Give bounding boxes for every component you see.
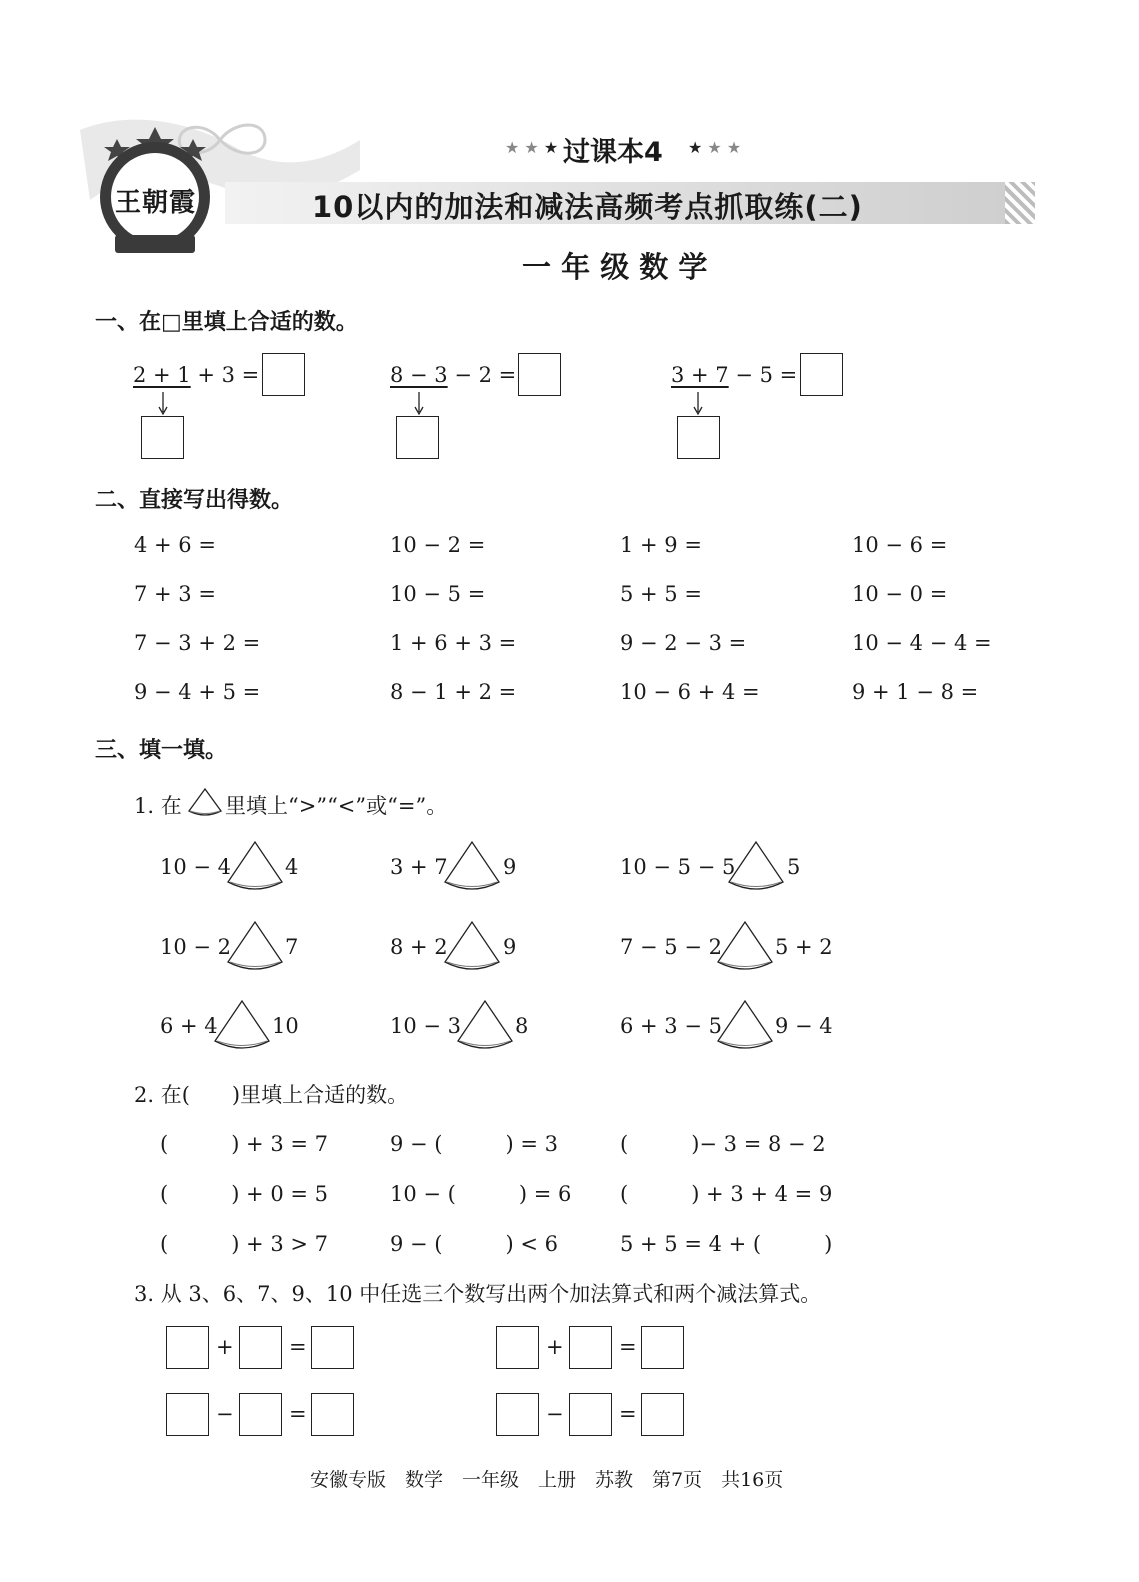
- number-box[interactable]: [496, 1326, 539, 1369]
- compare-left: 10 − 5 − 5: [620, 855, 736, 879]
- oral-calc: 10 − 4 − 4 =: [852, 631, 992, 655]
- compare-shape-input[interactable]: [716, 920, 774, 975]
- compare-shape-input[interactable]: [456, 999, 514, 1054]
- plus-sign: +: [216, 1335, 234, 1359]
- compare-right: 5 + 2: [775, 935, 833, 959]
- oral-calc: 5 + 5 =: [620, 582, 702, 606]
- q1-prefix: 1. 在: [134, 794, 182, 818]
- oral-calc: 10 − 2 =: [390, 533, 486, 557]
- chain-rest: + 3 =: [190, 363, 260, 387]
- series-title: 过课本4: [563, 137, 663, 168]
- q3-title: 3. 从 3、6、7、9、10 中任选三个数写出两个加法算式和两个减法算式。: [134, 1282, 822, 1306]
- section-1-title: 一、在□里填上合适的数。: [95, 310, 358, 335]
- oral-calc: 1 + 6 + 3 =: [390, 631, 517, 655]
- compare-right: 4: [285, 855, 299, 879]
- logo-text: 王朝霞: [115, 188, 197, 218]
- equals-sign: =: [289, 1335, 307, 1359]
- answer-box[interactable]: [518, 353, 561, 396]
- compare-right: 9: [503, 935, 517, 959]
- compare-right: 10: [272, 1014, 299, 1038]
- intermediate-box[interactable]: [396, 416, 439, 459]
- compare-shape-input[interactable]: [716, 999, 774, 1054]
- equals-sign: =: [619, 1402, 637, 1426]
- compare-right: 5: [787, 855, 801, 879]
- oral-calc: 9 − 2 − 3 =: [620, 631, 747, 655]
- number-box[interactable]: [641, 1393, 684, 1436]
- compare-shape-icon: [187, 787, 223, 819]
- fill-blank[interactable]: 5 + 5 = 4 + ( ): [620, 1232, 833, 1256]
- q2-title: 2. 在( )里填上合适的数。: [134, 1083, 409, 1107]
- intermediate-box[interactable]: [141, 416, 184, 459]
- compare-right: 7: [285, 935, 299, 959]
- equals-sign: =: [619, 1335, 637, 1359]
- compare-shape-input[interactable]: [226, 920, 284, 975]
- number-box[interactable]: [496, 1393, 539, 1436]
- compare-shape-input[interactable]: [727, 840, 785, 895]
- oral-calc: 4 + 6 =: [134, 533, 216, 557]
- chain-first-part: 3 + 7: [671, 363, 729, 387]
- fill-blank[interactable]: ( ) + 0 = 5: [160, 1182, 328, 1206]
- compare-shape-input[interactable]: [443, 920, 501, 975]
- fill-blank[interactable]: ( )− 3 = 8 − 2: [620, 1132, 826, 1156]
- plus-sign: +: [546, 1335, 564, 1359]
- title-band-checker: [1005, 182, 1035, 224]
- compare-left: 3 + 7: [390, 855, 448, 879]
- compare-shape-input[interactable]: [443, 840, 501, 895]
- chain-problem: [133, 363, 259, 387]
- arrow-down-icon: [692, 392, 704, 416]
- section-3-title: 三、填一填。: [95, 738, 228, 763]
- compare-right: 8: [515, 1014, 529, 1038]
- intermediate-box[interactable]: [677, 416, 720, 459]
- fill-blank[interactable]: 9 − ( ) = 3: [390, 1132, 558, 1156]
- chain-first-part: 2 + 1: [133, 363, 191, 387]
- fill-blank[interactable]: 9 − ( ) < 6: [390, 1232, 558, 1256]
- oral-calc: 7 − 3 + 2 =: [134, 631, 261, 655]
- number-box[interactable]: [569, 1393, 612, 1436]
- page-footer: 安徽专版 数学 一年级 上册 苏教 第7页 共16页: [310, 1469, 784, 1491]
- compare-left: 10 − 3: [390, 1014, 462, 1038]
- number-box[interactable]: [311, 1393, 354, 1436]
- arrow-down-icon: [413, 392, 425, 416]
- answer-box[interactable]: [800, 353, 843, 396]
- chain-first-part: 8 − 3: [390, 363, 448, 387]
- number-box[interactable]: [166, 1393, 209, 1436]
- oral-calc: 9 − 4 + 5 =: [134, 680, 261, 704]
- number-box[interactable]: [239, 1326, 282, 1369]
- chain-problem: [390, 363, 516, 387]
- oral-calc: 9 + 1 − 8 =: [852, 680, 979, 704]
- oral-calc: 10 − 5 =: [390, 582, 486, 606]
- minus-sign: −: [546, 1402, 564, 1426]
- compare-left: 10 − 2: [160, 935, 232, 959]
- subtitle: 一 年 级 数 学: [522, 250, 708, 284]
- compare-left: 6 + 4: [160, 1014, 218, 1038]
- compare-right: 9: [503, 855, 517, 879]
- answer-box[interactable]: [262, 353, 305, 396]
- fill-blank[interactable]: ( ) + 3 + 4 = 9: [620, 1182, 833, 1206]
- compare-shape-input[interactable]: [226, 840, 284, 895]
- oral-calc: 1 + 9 =: [620, 533, 702, 557]
- fill-blank[interactable]: 10 − ( ) = 6: [390, 1182, 572, 1206]
- series-stars-right: ★ ★ ★: [688, 138, 742, 157]
- q1-suffix: 里填上“>”“<”或“=”。: [225, 794, 448, 818]
- compare-left: 6 + 3 − 5: [620, 1014, 722, 1038]
- chain-rest: − 2 =: [447, 363, 517, 387]
- fill-blank[interactable]: ( ) + 3 > 7: [160, 1232, 328, 1256]
- oral-calc: 7 + 3 =: [134, 582, 216, 606]
- number-box[interactable]: [311, 1326, 354, 1369]
- number-box[interactable]: [239, 1393, 282, 1436]
- series-stars-left: ★ ★ ★: [505, 138, 559, 157]
- equals-sign: =: [289, 1402, 307, 1426]
- oral-calc: 10 − 0 =: [852, 582, 948, 606]
- section-2-title: 二、直接写出得数。: [95, 488, 294, 513]
- compare-left: 10 − 4: [160, 855, 232, 879]
- number-box[interactable]: [166, 1326, 209, 1369]
- minus-sign: −: [216, 1402, 234, 1426]
- fill-blank[interactable]: ( ) + 3 = 7: [160, 1132, 328, 1156]
- chain-problem: [671, 363, 797, 387]
- compare-left: 8 + 2: [390, 935, 448, 959]
- main-title: 10以内的加法和减法高频考点抓取练(二): [312, 190, 863, 224]
- compare-left: 7 − 5 − 2: [620, 935, 722, 959]
- chain-rest: − 5 =: [728, 363, 798, 387]
- oral-calc: 8 − 1 + 2 =: [390, 680, 517, 704]
- oral-calc: 10 − 6 =: [852, 533, 948, 557]
- oral-calc: 10 − 6 + 4 =: [620, 680, 760, 704]
- compare-right: 9 − 4: [775, 1014, 833, 1038]
- arrow-down-icon: [157, 392, 169, 416]
- number-box[interactable]: [569, 1326, 612, 1369]
- number-box[interactable]: [641, 1326, 684, 1369]
- compare-shape-input[interactable]: [213, 999, 271, 1054]
